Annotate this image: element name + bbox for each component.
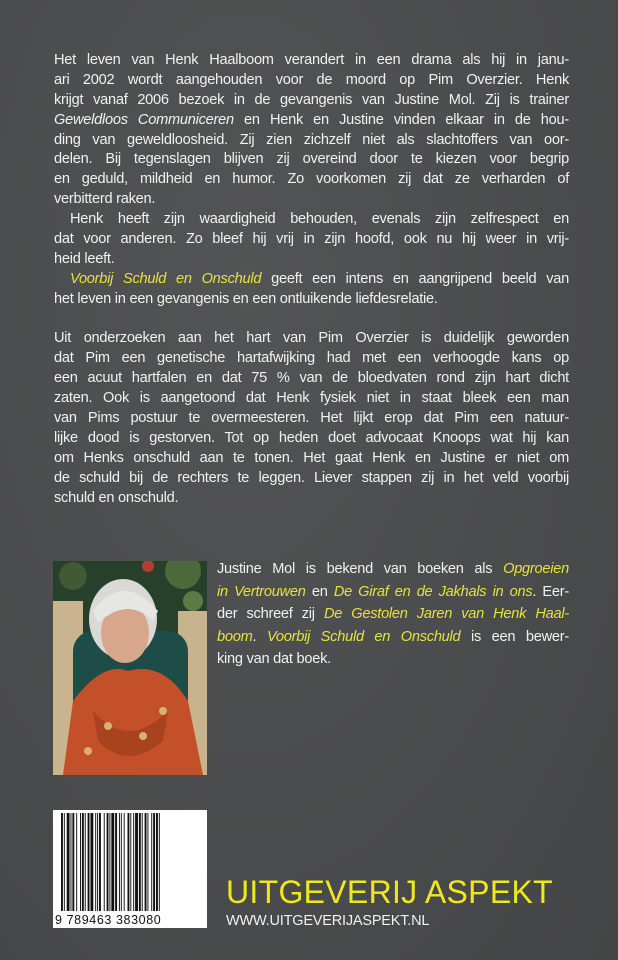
barcode-bar — [115, 813, 117, 911]
barcode-bar — [111, 813, 114, 911]
blurb-line: krijgt vanaf 2006 bezoek in de gevangenis van Justine Mol. Zij is trainer — [54, 91, 569, 108]
barcode-bar — [80, 813, 81, 911]
barcode-bar — [64, 813, 65, 911]
bio-text: Justine Mol is bekend van boeken als — [217, 561, 504, 577]
blurb-line: schuld en onschuld. — [54, 489, 179, 506]
bio-line — [217, 603, 569, 626]
book-title: Opgroeien — [503, 561, 569, 577]
barcode-bar — [76, 813, 77, 911]
blurb-line: van Pims postuur te overmeesteren. Het lijkt erop dat Pim een natuur- — [54, 410, 569, 427]
blurb-text: geeft een intens en aangrijpend beeld van — [261, 270, 569, 287]
author-bio — [217, 558, 569, 671]
barcode-bar — [142, 813, 143, 911]
bio-text: is een bewer- — [460, 628, 569, 645]
blurb-line: een acuut hartfalen en dat 75 % van de bloedvaten rond zijn hart dicht — [54, 370, 569, 387]
barcode-bar — [119, 813, 120, 911]
author-photo — [53, 561, 207, 775]
barcode-bar — [99, 813, 101, 911]
barcode-bar — [90, 813, 93, 911]
barcode-bar — [82, 813, 84, 911]
blurb-line: Uit onderzoeken aan het hart van Pim Overzier is duidelijk geworden — [54, 330, 569, 347]
barcode-bar — [109, 813, 110, 911]
book-title: Voorbij Schuld en Onschuld — [70, 270, 262, 287]
blurb-line: heid leeft. — [54, 250, 115, 267]
bio-text: der schreef zij — [217, 606, 324, 622]
blurb-line: de schuld bij de rechters te leggen. Liever stappen zij in het veld voorbij — [54, 469, 569, 486]
barcode-bar — [72, 813, 74, 911]
bio-text: . Eer- — [532, 583, 569, 600]
blurb-line: het leven in een gevangenis en een ontluikende liefdesrelatie. — [54, 290, 438, 307]
book-title: in Vertrouwen — [217, 583, 306, 600]
bio-line — [217, 558, 569, 581]
barcode-bar — [147, 813, 148, 911]
bio-line — [217, 581, 569, 604]
publisher-url: WWW.UITGEVERIJASPEKT.NL — [226, 913, 430, 929]
blurb-line — [54, 111, 569, 131]
blurb-line: Henk heeft zijn waardigheid behouden, evenals zijn zelfrespect en — [70, 211, 569, 228]
barcode-bar — [151, 813, 152, 911]
barcode-bar — [67, 813, 70, 911]
isbn-digits: 9 789463 383080 — [55, 913, 162, 927]
bio-text: . — [252, 628, 267, 645]
bio-line: king van dat boek. — [217, 651, 331, 667]
barcode-bar — [135, 813, 138, 911]
barcode-bar — [104, 813, 105, 911]
book-title: boom — [217, 628, 253, 645]
blurb-line: en geduld, mildheid en humor. Zo voorkomen zij dat ze verharden of — [54, 171, 569, 188]
blurb-line: dat Pim een genetische hartafwijking had met een verhoogde kans op — [54, 350, 569, 367]
publisher-name: UITGEVERIJ ASPEKT — [226, 874, 553, 910]
blurb-line: om Henks onschuld aan te tonen. Het gaat Henk en Justine er niet om — [54, 449, 569, 466]
barcode-bars — [59, 813, 201, 911]
back-cover-blurb — [54, 51, 569, 508]
barcode-bar — [107, 813, 109, 911]
blurb-line: Het leven van Henk Haalboom verandert in een drama als hij in janu- — [54, 52, 569, 68]
book-title: Voorbij Schuld en Onschuld — [266, 628, 461, 645]
bio-line — [217, 626, 569, 649]
blurb-line: ari 2002 wordt aangehouden voor de moord op Pim Overzier. Henk — [54, 71, 569, 88]
barcode-bar — [71, 813, 72, 911]
blurb-line — [54, 270, 569, 290]
barcode-bar — [130, 813, 131, 911]
blurb-line: verbitterd raken. — [54, 191, 156, 208]
barcode-bar — [61, 813, 63, 911]
blurb-line: ding van geweldloosheid. Zij zien zichzelf niet als slachtoffers van oor- — [54, 131, 569, 148]
blurb-line: lijke dood is gestorven. Tot op heden doet advocaat Knoops wat hij kan — [54, 429, 569, 446]
barcode-bar — [159, 813, 160, 911]
book-title: De Gestolen Jaren van Henk Haal- — [323, 606, 569, 622]
barcode-bar — [85, 813, 86, 911]
barcode-bar — [153, 813, 155, 911]
barcode-bar — [95, 813, 96, 911]
barcode-bar — [128, 813, 130, 911]
barcode-bar — [145, 813, 147, 911]
blurb-line: dat voor anderen. Zo bleef hij vrij in zijn hoofd, ook nu hij weer in vrij- — [54, 231, 569, 248]
isbn-barcode — [53, 810, 207, 928]
barcode-bar — [133, 813, 134, 911]
barcode-bar — [121, 813, 122, 911]
blurb-line: zaten. Ook is aangetoond dat Henk fysiek niet in staat bleek een man — [54, 390, 569, 407]
barcode-bar — [97, 813, 98, 911]
author-portrait-image — [53, 561, 207, 775]
italic-term: Geweldloos Communiceren — [54, 111, 234, 128]
barcode-bar — [124, 813, 125, 911]
barcode-bar — [88, 813, 90, 911]
bio-text: en — [305, 583, 334, 600]
barcode-bar — [156, 813, 158, 911]
blurb-text: en Henk en Justine vinden elkaar in de hou- — [233, 111, 569, 128]
barcode-bar — [139, 813, 141, 911]
blurb-line: delen. Bij tegenslagen blijven zij overeind door te kiezen voor begrip — [54, 151, 569, 168]
book-title: De Giraf en de Jakhals in ons — [333, 583, 533, 600]
